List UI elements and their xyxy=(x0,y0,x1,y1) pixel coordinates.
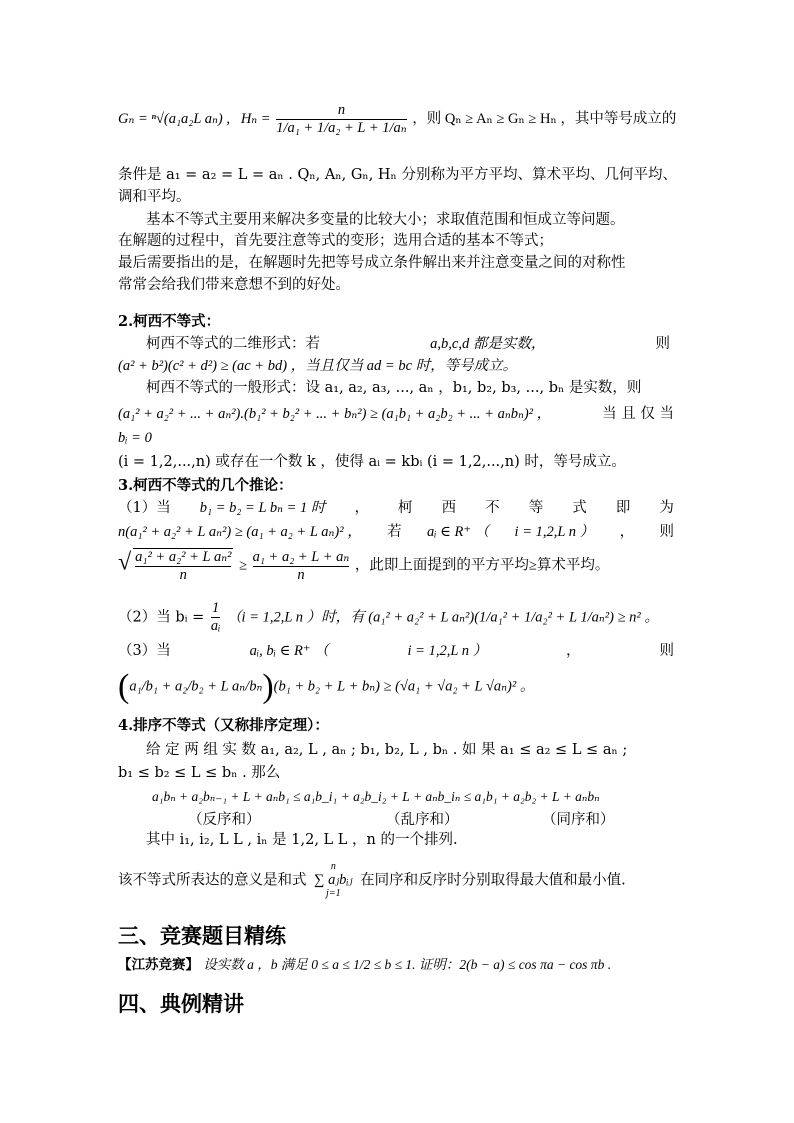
gh-definition-line xyxy=(118,102,676,137)
corollary-1-cond: b₁ = b₂ = L bₙ = 1 时 xyxy=(199,500,326,516)
corollary-1-formula-line xyxy=(118,522,674,542)
reciprocal-denominator: aᵢ xyxy=(210,618,221,634)
ai-positive: aᵢ ∈ R⁺ （ xyxy=(426,524,490,540)
cauchy-equality-condition: (i = 1,2,...,n) 或存在一个数 k ，使得 aᵢ = kbᵢ (i = 1,2,...,n) 时，等号成立。 xyxy=(118,454,626,470)
then-label: 则 xyxy=(659,643,674,659)
hn-numerator: n xyxy=(337,102,346,118)
basic-inequality-usage: 基本不等式主要用来解决多变量的比较大小；求取值范围和恒成立等问题。 xyxy=(146,212,625,228)
rearrangement-title: 4.排序不等式（又称排序定理）： xyxy=(118,717,329,734)
hn-fraction xyxy=(276,102,406,137)
corollary-2-label: （2）当 bᵢ = xyxy=(118,609,205,626)
sqrt-sign: √ xyxy=(118,549,132,576)
comma: ， xyxy=(566,643,581,659)
corollary-3-result: (b₁ + b₂ + L + bₙ) ≥ (√a₁ + √a₂ + L √aₙ)² 。 xyxy=(273,678,535,695)
cauchy-2d-formula: (a² + b²)(c² + d²) ≥ (ac + bd) ，当且仅当 ad = bc 时，等号成立。 xyxy=(118,358,518,374)
solving-tip-line: 在解题的过程中，首先要注意等式的变形；选用合适的基本不等式； xyxy=(118,233,553,249)
am-denominator: n xyxy=(253,566,350,584)
comma: ， xyxy=(354,500,369,516)
meaning-text: 该不等式所表达的意义是和式 xyxy=(118,872,307,889)
char: 式 xyxy=(572,500,587,516)
gn-formula: Gₙ = ⁿ√(a₁a₂L aₙ) , xyxy=(118,110,230,127)
corollary-1-line xyxy=(118,498,674,518)
mean-inequality-chain: ，则 Qₙ ≥ Aₙ ≥ Gₙ ≥ Hₙ ，其中等号成立的 xyxy=(412,110,677,127)
ab-positive: aᵢ, bᵢ ∈ R⁺ （ xyxy=(249,643,329,659)
corollary-3-line xyxy=(118,641,674,661)
sum-lower: j=1 xyxy=(326,888,341,899)
cauchy-2d-intro: 柯西不等式的二维形式：若 xyxy=(146,336,320,352)
cauchy-2d-vars: a,b,c,d 都是实数， xyxy=(430,336,546,352)
rearrangement-chain: a₁bₙ + a₂bₙ₋₁ + L + aₙb₁ ≤ a₁b_i₁ + a₂b_i₂ + L + aₙb_iₙ ≤ a₁b₁ + a₂b₂ + L + aₙbₙ xyxy=(152,789,600,804)
random-sum-label: （乱序和） xyxy=(386,812,459,828)
reciprocal-fraction xyxy=(211,600,221,635)
char: 即 xyxy=(615,500,631,516)
cauchy-general-formula-line xyxy=(118,404,674,424)
cauchy-general-intro: 柯西不等式的一般形式：设 a₁, a₂, a₃, ..., aₙ ，b₁, b₂, b₃, ..., bₙ 是实数，则 xyxy=(146,380,642,396)
then-label: 则 xyxy=(659,524,674,540)
char: 等 xyxy=(528,500,544,516)
comma: ， xyxy=(619,524,635,540)
cauchy-iff: 当 且 仅 当 xyxy=(602,406,674,422)
cauchy-2d-then: 则 xyxy=(655,336,670,352)
cauchy-2d-line xyxy=(146,334,670,354)
char: 为 xyxy=(659,500,674,516)
index-range: i = 1,2,L n ） xyxy=(514,524,595,540)
jiangsu-problem xyxy=(118,955,611,975)
rearrangement-meaning xyxy=(118,862,626,899)
rearrangement-order: b₁ ≤ b₂ ≤ L ≤ bₙ . 那么 xyxy=(118,765,281,781)
corollary-1-label: （1）当 xyxy=(118,500,171,516)
corollary-3-label: （3）当 xyxy=(118,643,171,659)
reciprocal-sum: 1/a₁² + 1/a₂² + L 1/aₙ² xyxy=(479,609,610,626)
corollary-1-formula: n(a₁² + a₂² + L aₙ²) ≥ (a₁ + a₂ + L aₙ)² ， xyxy=(118,524,362,540)
equality-condition-line: 条件是 a₁ = a₂ = L = aₙ . Qₙ, Aₙ, Gₙ, Hₙ 分别称为平方平均、算术平均、几何平均、 xyxy=(118,167,677,183)
char: 柯 xyxy=(398,500,413,516)
rms-denominator: n xyxy=(135,566,231,584)
reciprocal-numerator: 1 xyxy=(212,600,220,616)
hn-denominator: 1/a₁ + 1/a₂ + L + 1/aₙ xyxy=(276,120,407,136)
symmetry-tip-line: 最后需要指出的是，在解题时先把等号成立条件解出来并注意变量之间的对称性 xyxy=(118,255,626,271)
rms-fraction xyxy=(133,548,233,584)
competition-heading: 三、竞赛题目精练 xyxy=(118,924,286,948)
index-range: i = 1,2,L n ） xyxy=(407,643,488,659)
corollary-2-formula: （i = 1,2,L n ）时，有 (a₁² + a₂² + L aₙ²)( xyxy=(227,609,480,626)
ratio-sum: a₁/b₁ + a₂/b₂ + L aₙ/bₙ xyxy=(129,678,263,695)
hn-label: Hₙ = xyxy=(240,110,271,127)
problem-text: 设实数 a ，b 满足 0 ≤ a ≤ 1/2 ≤ b ≤ 1. 证明：2(b − a) ≤ cos πa − cos πb . xyxy=(203,957,612,972)
competition-tag: 【江苏竞赛】 xyxy=(118,957,199,973)
rms-am-note: ，此即上面提到的平方平均≥算术平均。 xyxy=(354,557,610,574)
permutation-note: 其中 i₁, i₂, L L , iₙ 是 1,2, L L ，n 的一个排列. xyxy=(146,832,458,848)
cauchy-title: 2.柯西不等式： xyxy=(118,313,221,330)
reverse-sum-label: （反序和） xyxy=(188,812,261,828)
cauchy-general-formula: (a₁² + a₂² + ... + aₙ²).(b₁² + b₂² + ... + bₙ²) ≥ (a₁b₁ + a₂b₂ + ... + aₙbₙ)² ， xyxy=(118,406,552,422)
symmetry-tip-line-end: 常常会给我们带来意想不到的好处。 xyxy=(118,277,350,293)
corollary-2-line xyxy=(118,600,659,635)
corollaries-title: 3.柯西不等式的几个推论： xyxy=(118,477,293,494)
rms-am-line xyxy=(118,548,609,584)
ge-sign: ≥ xyxy=(239,557,248,574)
cauchy-bi-zero: bᵢ = 0 xyxy=(118,430,152,446)
ordered-sum-label: （同序和） xyxy=(542,812,615,828)
sum-expression: ∑ aⱼbᵢⱼ xyxy=(314,872,353,888)
char: 不 xyxy=(485,500,500,516)
am-fraction xyxy=(253,549,350,584)
sum-notation xyxy=(314,862,352,899)
meaning-tail: 在同序和反序时分别取得最大值和最小值. xyxy=(360,872,626,889)
harmonic-mean-line: 调和平均。 xyxy=(118,189,191,205)
corollary-3-formula: (a₁/b₁ + a₂/b₂ + L aₙ/bₙ)(b₁ + b₂ + L + bₙ) ≥ (√a₁ + √a₂ + L √aₙ)² 。 xyxy=(118,668,535,705)
rearrangement-given: 给 定 两 组 实 数 a₁, a₂, L , aₙ ; b₁, b₂, L , bₙ . 如 果 a₁ ≤ a₂ ≤ L ≤ aₙ ; xyxy=(146,742,628,758)
char: 西 xyxy=(441,500,457,516)
corollary-2-result: ) ≥ n² 。 xyxy=(609,609,659,626)
sum-upper: n xyxy=(330,861,336,872)
if-label: 若 xyxy=(387,524,402,540)
rms-numerator: a₁² + a₂² + L aₙ² xyxy=(135,549,232,565)
am-numerator: a₁ + a₂ + L + aₙ xyxy=(252,548,350,565)
examples-heading: 四、典例精讲 xyxy=(118,992,244,1016)
